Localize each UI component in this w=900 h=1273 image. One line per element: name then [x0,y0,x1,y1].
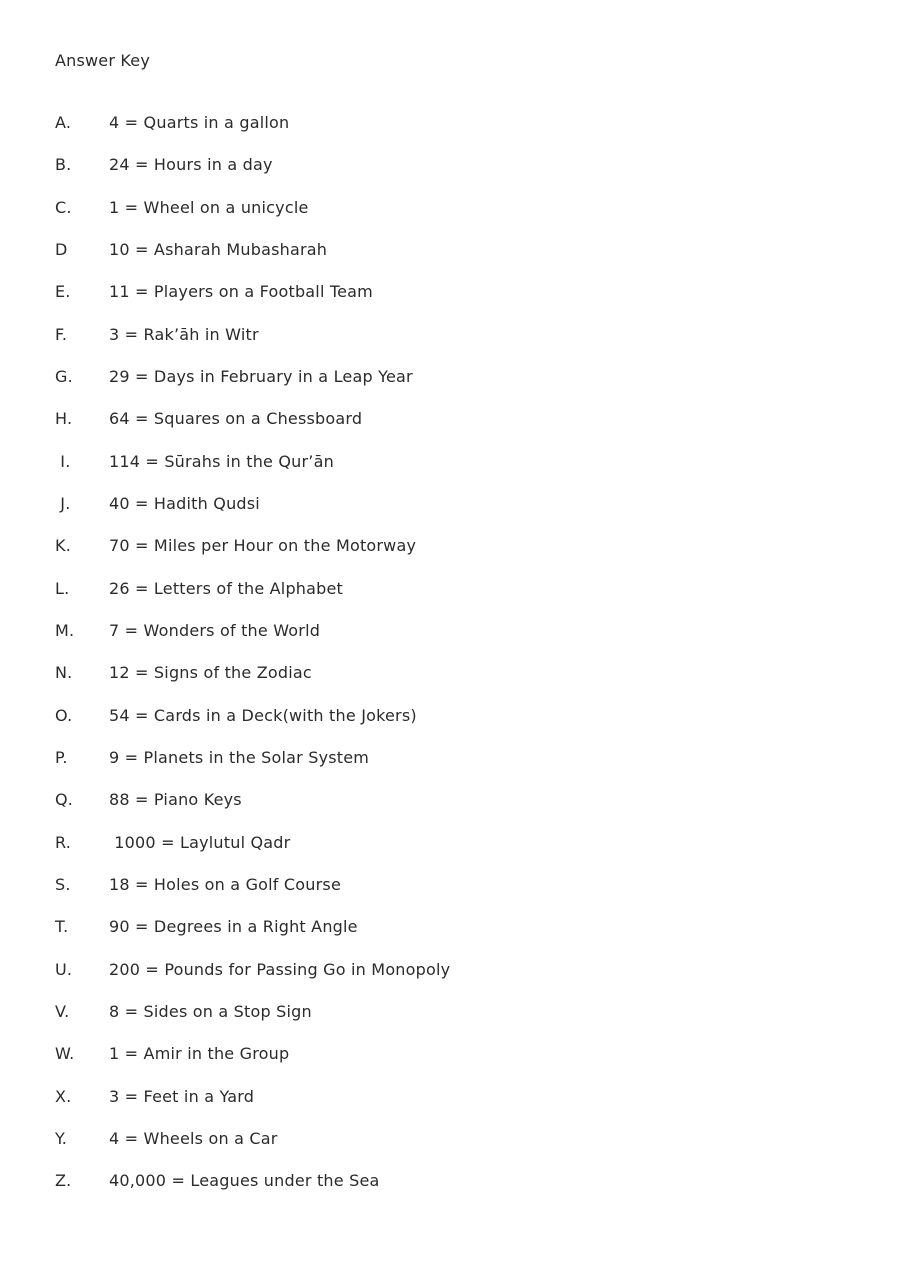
list-item [55,493,450,535]
answer-letter: V. [55,1001,70,1021]
answer-letter: X. [55,1086,72,1106]
answer-letter: B. [55,155,72,175]
list-item [55,1128,450,1170]
list-item [55,705,450,747]
answer-text: 114 = Sūrahs in the Qur’ān [109,451,334,471]
page-title: Answer Key [55,51,151,70]
answer-letter: Q. [55,790,74,810]
answer-letter: N. [55,663,73,683]
answer-letter: U. [55,959,73,979]
list-item [55,578,450,620]
answer-letter: R. [55,832,72,852]
answer-letter: M. [55,620,75,640]
list-item [55,239,450,281]
answer-text: 4 = Wheels on a Car [109,1128,278,1148]
answer-text: 54 = Cards in a Deck(with the Jokers) [109,705,417,725]
answer-text: 88 = Piano Keys [109,790,242,810]
list-item [55,916,450,958]
answer-letter: O. [55,705,73,725]
list-item [55,112,450,154]
answer-letter: A. [55,113,72,132]
list-item [55,535,450,577]
answer-text: 1 = Amir in the Group [109,1044,290,1064]
list-item [55,747,450,789]
answer-letter: S. [55,874,71,894]
answer-text: 24 = Hours in a day [109,155,273,175]
answer-text: 8 = Sides on a Stop Sign [109,1001,312,1021]
list-item [55,874,450,916]
answer-text: 10 = Asharah Mubasharah [109,239,328,259]
answer-text: 9 = Planets in the Solar System [109,747,370,767]
answer-list [55,112,450,1213]
answer-letter: T. [55,917,69,937]
answer-text: 7 = Wonders of the World [109,620,321,640]
answer-letter: G. [55,366,73,386]
answer-text: 18 = Holes on a Golf Course [109,874,341,894]
answer-letter: D [55,239,68,259]
answer-letter: J. [55,493,71,513]
answer-letter: K. [55,536,71,556]
list-item [55,620,450,662]
list-item [55,789,450,831]
answer-letter: W. [55,1044,75,1064]
answer-text: 40 = Hadith Qudsi [109,493,260,513]
answer-text: 64 = Squares on a Chessboard [109,409,363,429]
answer-text: 200 = Pounds for Passing Go in Monopoly [109,959,451,979]
answer-text: 29 = Days in February in a Leap Year [109,366,413,386]
answer-text: 12 = Signs of the Zodiac [109,663,312,683]
list-item [55,366,450,408]
answer-letter: I. [55,451,71,471]
answer-text: 4 = Quarts in a gallon [109,113,290,132]
list-item [55,408,450,450]
answer-letter: Z. [55,1171,72,1191]
answer-text: 1000 = Laylutul Qadr [109,832,291,852]
answer-letter: L. [55,578,70,598]
list-item [55,451,450,493]
list-item [55,324,450,366]
answer-letter: C. [55,197,72,217]
list-item [55,1170,450,1212]
answer-text: 1 = Wheel on a unicycle [109,197,309,217]
answer-text: 3 = Rak’āh in Witr [109,324,259,344]
answer-letter: H. [55,409,73,429]
list-item [55,1086,450,1128]
answer-text: 70 = Miles per Hour on the Motorway [109,536,417,556]
list-item [55,197,450,239]
list-item [55,959,450,1001]
list-item [55,1001,450,1043]
list-item [55,1043,450,1085]
answer-text: 26 = Letters of the Alphabet [109,578,344,598]
list-item [55,662,450,704]
answer-text: 90 = Degrees in a Right Angle [109,917,358,937]
list-item [55,154,450,196]
answer-letter: Y. [55,1128,68,1148]
answer-text: 11 = Players on a Football Team [109,282,373,302]
answer-letter: E. [55,282,71,302]
answer-text: 3 = Feet in a Yard [109,1086,255,1106]
answer-text: 40,000 = Leagues under the Sea [109,1171,380,1191]
list-item [55,832,450,874]
answer-letter: F. [55,324,68,344]
answer-letter: P. [55,747,68,767]
list-item [55,281,450,323]
